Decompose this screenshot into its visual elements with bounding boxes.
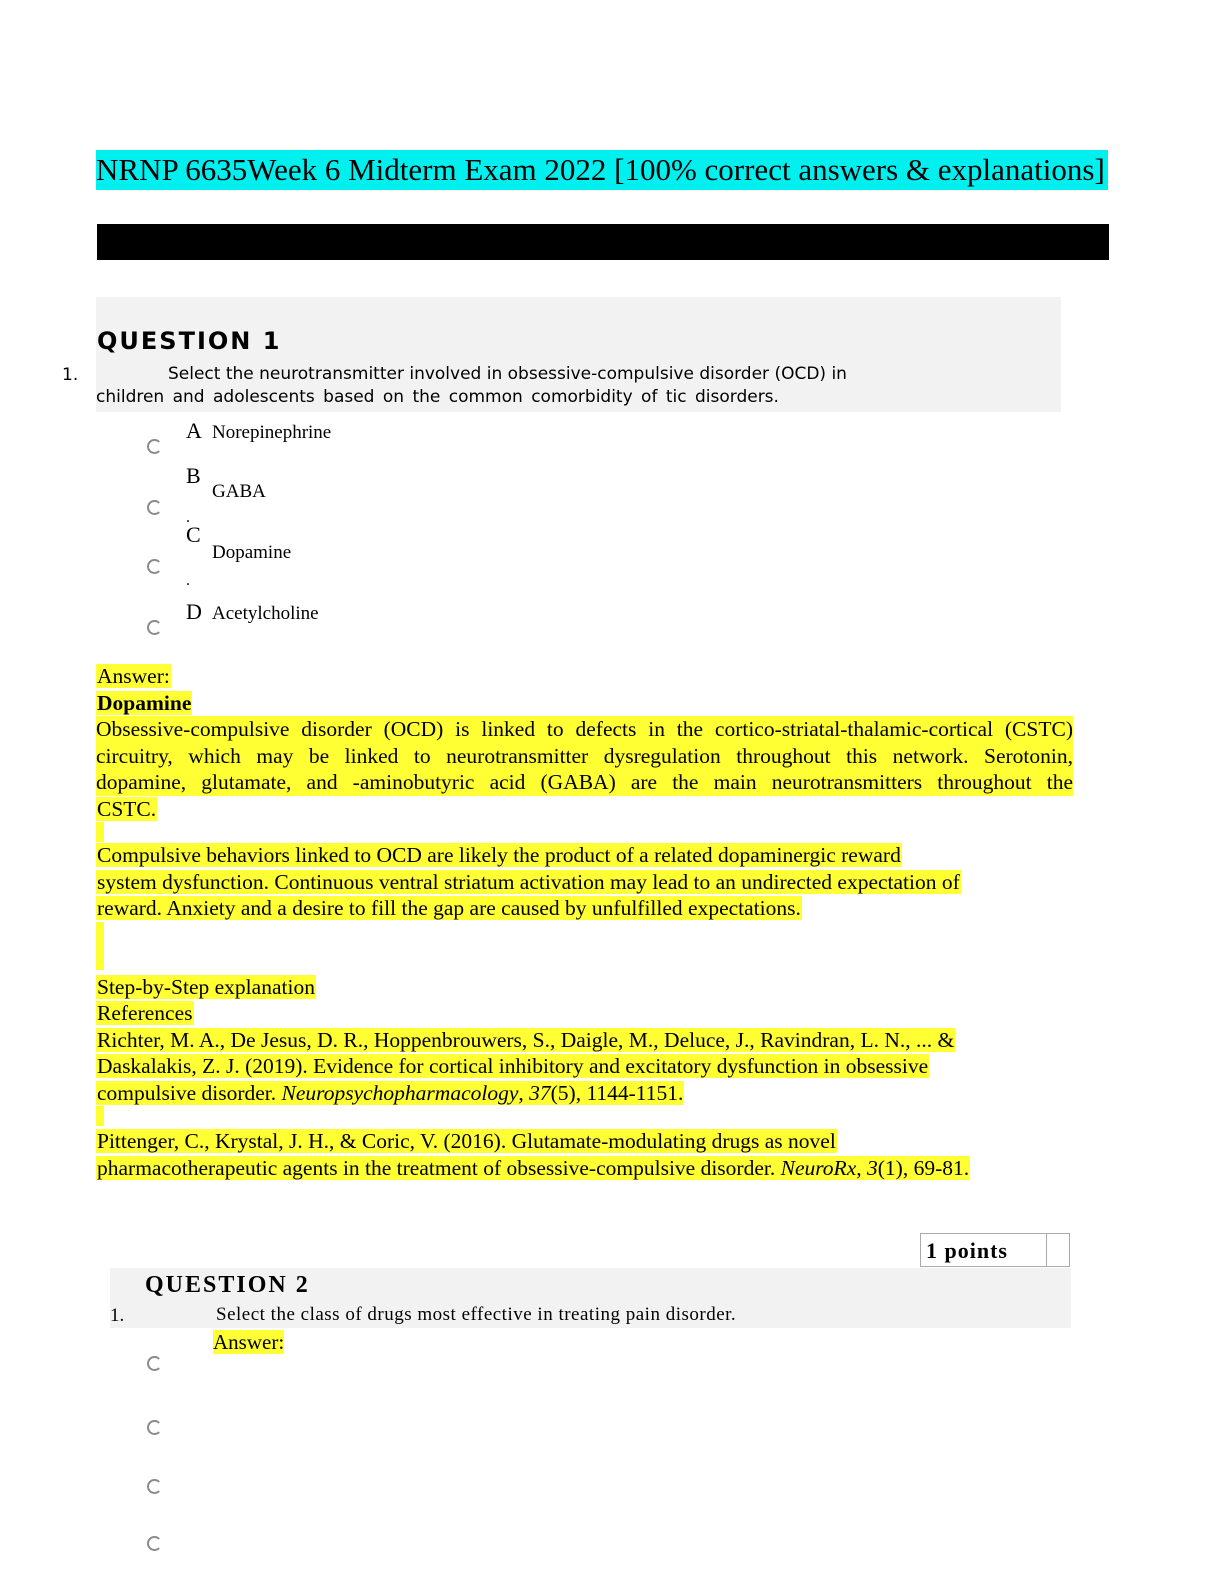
- question-1-text-line2: children and adolescents based on the common comorbidity of tic disorders.: [96, 387, 779, 407]
- reference-2-line2: [96, 1156, 970, 1180]
- highlight-marker: [96, 922, 104, 970]
- explanation-line: Obsessive-compulsive disorder (OCD) is linked to defects in the cortico-striatal-thalamic-cortical (CSTC): [96, 717, 1073, 741]
- reference-1-journal: Neuropsychopharmacology: [281, 1080, 519, 1105]
- reference-1-line3: [96, 1081, 684, 1105]
- step-by-step-label: Step-by-Step explanation: [97, 974, 315, 999]
- radio-button-q2-option-d[interactable]: [147, 1536, 162, 1551]
- radio-button-q2-option-a[interactable]: [147, 1356, 162, 1371]
- highlight-marker: [96, 1106, 104, 1126]
- radio-button-q2-option-b[interactable]: [147, 1420, 162, 1435]
- answer-value: Dopamine: [97, 690, 192, 715]
- option-c-text: Dopamine: [212, 542, 292, 563]
- points-label: 1 points: [921, 1234, 1047, 1266]
- explanation-line: dopamine, glutamate, and -aminobutyric acid (GABA) are the main neurotransmitters throughout the: [96, 770, 1073, 794]
- radio-button-option-c[interactable]: [147, 559, 162, 574]
- redaction-bar: [97, 224, 1109, 260]
- reference-2-pages: (1), 69-81.: [877, 1155, 970, 1180]
- explanation-line: circuitry, which may be linked to neurotransmitter dysregulation throughout this network. Serotonin,: [96, 743, 1073, 768]
- question-1-text-line1: Select the neurotransmitter involved in obsessive-compulsive disorder (OCD) in: [168, 364, 847, 384]
- radio-button-option-d[interactable]: [147, 620, 162, 635]
- question-1-number: 1.: [62, 365, 79, 385]
- reference-1-volume: 37: [529, 1080, 551, 1105]
- reference-1-sep: ,: [518, 1080, 530, 1105]
- paragraph-2-line: reward. Anxiety and a desire to fill the gap are caused by unfulfilled expectations.: [97, 896, 801, 920]
- option-d-text: Acetylcholine: [212, 603, 319, 624]
- highlight-marker: [96, 822, 104, 842]
- paragraph-2-line: system dysfunction. Continuous ventral striatum activation may lead to an undirected expectation of: [97, 869, 960, 894]
- option-b-text: GABA: [212, 481, 266, 502]
- question-2-heading: QUESTION 2: [145, 1272, 310, 1298]
- option-a-letter: A: [186, 418, 202, 443]
- option-b-letter: B: [186, 463, 201, 488]
- reference-2-volume: 3: [867, 1155, 878, 1180]
- option-c-dot: .: [186, 572, 190, 589]
- explanation-last-line: CSTC.: [97, 796, 157, 821]
- reference-2-line1: Pittenger, C., Krystal, J. H., & Coric, V. (2016). Glutamate-modulating drugs as novel: [97, 1129, 836, 1153]
- option-d-letter: D: [186, 599, 202, 624]
- reference-2-sep: ,: [856, 1155, 867, 1180]
- reference-1-line2: Daskalakis, Z. J. (2019). Evidence for cortical inhibitory and excitatory dysfunction in obsessive: [97, 1054, 929, 1078]
- reference-1-line1: Richter, M. A., De Jesus, D. R., Hoppenbrouwers, S., Daigle, M., Deluce, J., Ravindran, L. N., ... &: [97, 1027, 955, 1052]
- document-title: NRNP 6635Week 6 Midterm Exam 2022 [100% correct answers & explanations]: [96, 150, 1108, 190]
- option-a-text: Norepinephrine: [212, 422, 332, 443]
- paragraph-2-line: Compulsive behaviors linked to OCD are likely the product of a related dopaminergic reward: [97, 843, 901, 867]
- reference-2-journal: NeuroRx: [780, 1155, 857, 1180]
- references-label: References: [97, 1001, 193, 1025]
- reference-2-text: pharmacotherapeutic agents in the treatment of obsessive-compulsive disorder.: [97, 1155, 781, 1180]
- question-2-number: 1.: [110, 1305, 125, 1326]
- reference-1-pages: (5), 1144-1151.: [550, 1080, 684, 1105]
- option-c-letter: C: [186, 522, 201, 547]
- points-box: [920, 1233, 1070, 1267]
- question-2-answer-label: Answer:: [213, 1330, 285, 1354]
- answer-label: Answer:: [97, 664, 170, 688]
- radio-button-option-a[interactable]: [147, 439, 162, 454]
- radio-button-option-b[interactable]: [147, 500, 162, 515]
- question-1-heading: QUESTION 1: [97, 327, 282, 355]
- question-2-text: Select the class of drugs most effective in treating pain disorder.: [216, 1304, 737, 1325]
- reference-1-text: compulsive disorder.: [97, 1080, 282, 1105]
- radio-button-q2-option-c[interactable]: [147, 1479, 162, 1494]
- option-b-dot: .: [186, 509, 190, 526]
- answer-block: [96, 663, 1073, 1181]
